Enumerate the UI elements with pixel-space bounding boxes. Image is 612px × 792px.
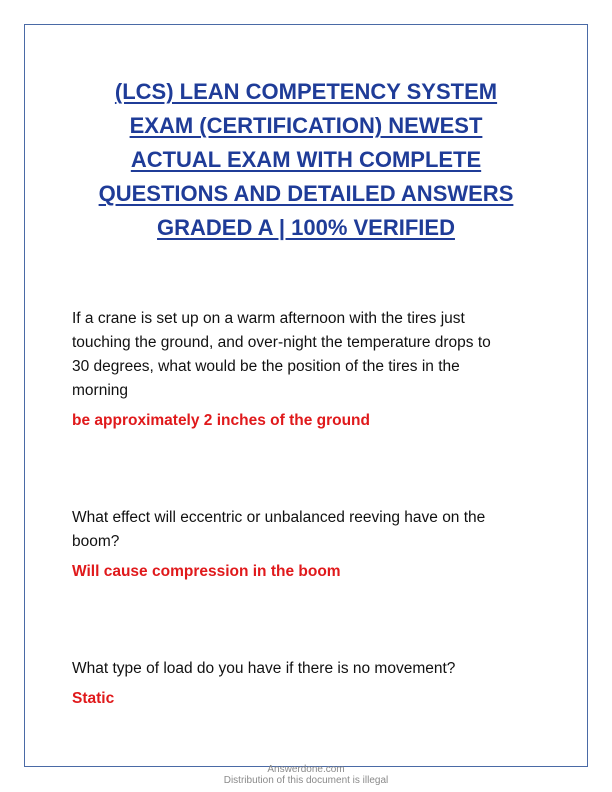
title-line: EXAM (CERTIFICATION) NEWEST bbox=[129, 113, 483, 138]
question-3 bbox=[72, 657, 542, 681]
document-title bbox=[60, 75, 552, 245]
title-line: (LCS) LEAN COMPETENCY SYSTEM bbox=[114, 79, 498, 104]
footer-watermark: Answerdone.com bbox=[267, 764, 345, 775]
answer-1: be approximately 2 inches of the ground bbox=[72, 412, 370, 429]
title-line: QUESTIONS AND DETAILED ANSWERS bbox=[98, 181, 514, 206]
answer-2: Will cause compression in the boom bbox=[72, 563, 341, 580]
question-line: morning bbox=[72, 382, 128, 399]
question-2 bbox=[72, 506, 542, 554]
title-line: ACTUAL EXAM WITH COMPLETE bbox=[130, 147, 482, 172]
title-line: GRADED A | 100% VERIFIED bbox=[157, 215, 455, 240]
footer-notice: Distribution of this document is illegal bbox=[223, 775, 389, 786]
question-line: What effect will eccentric or unbalanced reeving have on the bbox=[72, 509, 486, 526]
question-line: What type of load do you have if there is no movement? bbox=[72, 660, 456, 677]
question-line: touching the ground, and over-night the temperature drops to bbox=[72, 334, 491, 351]
answer-3: Static bbox=[72, 690, 115, 707]
question-line: 30 degrees, what would be the position of the tires in the bbox=[72, 358, 460, 375]
question-1 bbox=[72, 307, 542, 403]
question-line: If a crane is set up on a warm afternoon with the tires just bbox=[72, 310, 465, 327]
question-line: boom? bbox=[72, 533, 120, 550]
